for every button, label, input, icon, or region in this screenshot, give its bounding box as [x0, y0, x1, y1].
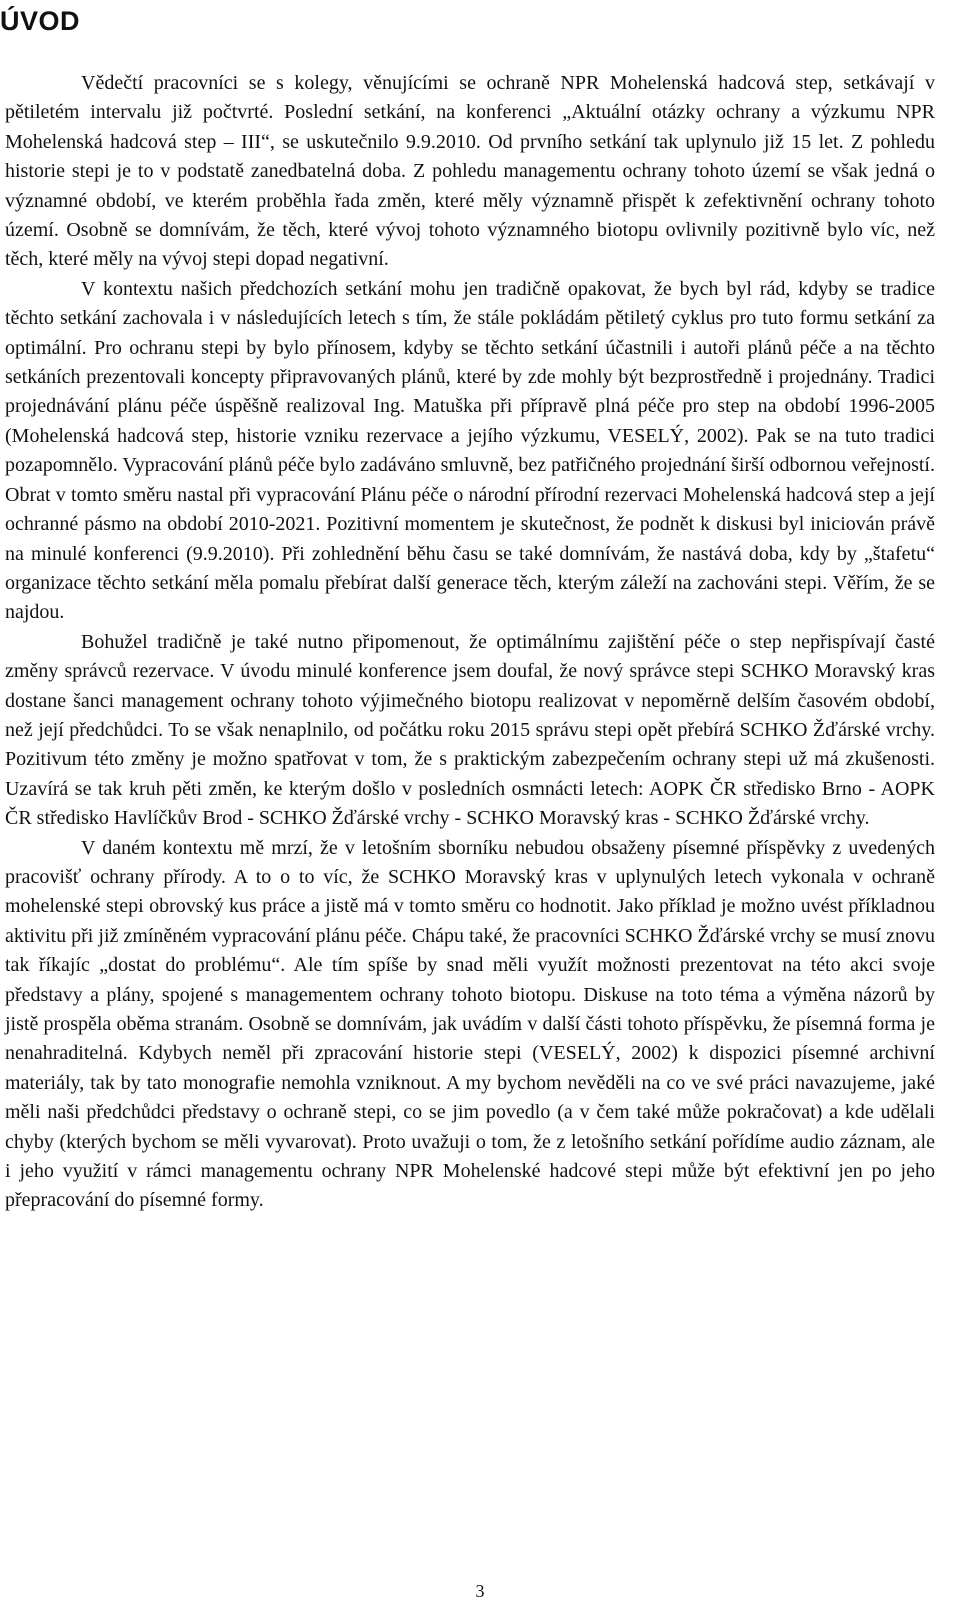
- page-number: 3: [475, 1581, 485, 1601]
- paragraph: V daném kontextu mě mrzí, že v letošním sborníku nebudou obsaženy písemné příspěvky z uvedených pracovišť ochrany přírody. A to o to víc, že SCHKO Moravský kras v uplynulých letech vykonala v ochraně mohelenské stepi obrovský kus práce a jistě má v tomto směru co hodnotit. Jako příklad je možno uvést příkladnou aktivitu při již zmíněném vypracování plánu péče. Chápu také, že pracovníci SCHKO Žďárské vrchy se musí znovu tak říkajíc „dostat do problému“. Ale tím spíše by snad měli využít možnosti prezentovat na této akci svoje představy a plány, spojené s managementem ochrany tohoto biotopu. Diskuse na toto téma a výměna názorů by jistě prospěla oběma stranám. Osobně se domnívám, jak uvádím v další části tohoto příspěvku, že písemná forma je nenahraditelná. Kdybych neměl při zpracování historie stepi (VESELÝ, 2002) k dispozici písemné archivní materiály, tak by tato monografie nemohla vzniknout. A my bychom nevěděli na co ve své práci navazujeme, jaké měli naši předchůdci představy o ochraně stepi, co se jim povedlo (a v čem také může pokračovat) a kde udělali chyby (kterých bychom se měli vyvarovat). Proto uvažuji o tom, že z letošního setkání pořídíme audio záznam, ale i jeho využití v rámci managementu ochrany NPR Mohelenské hadcové stepi může být efektivní jen po jeho přepracování do písemné formy.: [5, 836, 935, 1212]
- paragraph: Vědečtí pracovníci se s kolegy, věnujícími se ochraně NPR Mohelenská hadcová step, setkávají v pětiletém intervalu již počtvrté. Poslední setkání, na konferenci „Aktuální otázky ochrany a výzkumu NPR Mohelenská hadcová step – III“, se uskutečnilo 9.9.2010. Od prvního setkání tak uplynulo již 15 let. Z pohledu historie stepi je to v podstatě zanedbatelná doba. Z pohledu managementu ochrany tohoto území se však jedná o významné období, ve kterém proběhla řada změn, které měly významně přispět k zefektivnění ochrany tohoto území. Osobně se domnívám, že těch, které vývoj tohoto významného biotopu ovlivnily pozitivně bylo víc, než těch, které měly na vývoj stepi dopad negativní.: [5, 72, 935, 271]
- paragraph: Bohužel tradičně je také nutno připomenout, že optimálnímu zajištění péče o step nepřispívají časté změny správců rezervace. V úvodu minulé konference jsem doufal, že nový správce stepi SCHKO Moravský kras dostane šanci management ochrany tohoto výjimečného biotopu realizovat v nepoměrně delším časovém období, než její předchůdci. To se však nenaplnilo, od počátku roku 2015 správu stepi opět přebírá SCHKO Žďárské vrchy. Pozitivum této změny je možno spatřovat v tom, že s praktickým zabezpečením ochrany stepi už má zkušenosti. Uzavírá se tak kruh pěti změn, ke kterým došlo v posledních osmnácti letech: AOPK ČR středisko Brno - AOPK ČR středisko Havlíčkův Brod - SCHKO Žďárské vrchy - SCHKO Moravský kras - SCHKO Žďárské vrchy.: [5, 630, 935, 830]
- page-title: ÚVOD: [0, 6, 81, 36]
- paragraph: V kontextu našich předchozích setkání mohu jen tradičně opakovat, že bych byl rád, kdyby se tradice těchto setkání zachovala i v následujících letech s tím, že stále pokládám pětiletý cyklus pro tuto formu setkání za optimální. Pro ochranu stepi by bylo přínosem, kdyby se těchto setkání účastnili i autoři plánů péče a na těchto setkáních prezentovali koncepty připravovaných plánů, které by zde mohly být bezprostředně i projednány. Tradici projednávání plánu péče úspěšně realizoval Ing. Matuška při přípravě plná péče pro step na období 1996-2005 (Mohelenská hadcová step, historie vzniku rezervace a jejího výzkumu, VESELÝ, 2002). Pak se na tuto tradici pozapomnělo. Vypracování plánů péče bylo zadáváno smluvně, bez patřičného projednání širší odbornou veřejností. Obrat v tomto směru nastal při vypracování Plánu péče o národní přírodní rezervaci Mohelenská hadcová step a její ochranné pásmo na období 2010-2021. Pozitivní momentem je skutečnost, že podnět k diskusi byl iniciován právě na minulé konferenci (9.9.2010). Při zohlednění běhu času se také domnívám, že nastává doba, kdy by „štafetu“ organizace těchto setkání měla pomalu přebírat další generace těch, kterým záleží na zachováni stepi. Věřím, že se najdou.: [5, 277, 935, 624]
- body-text: [5, 69, 935, 1216]
